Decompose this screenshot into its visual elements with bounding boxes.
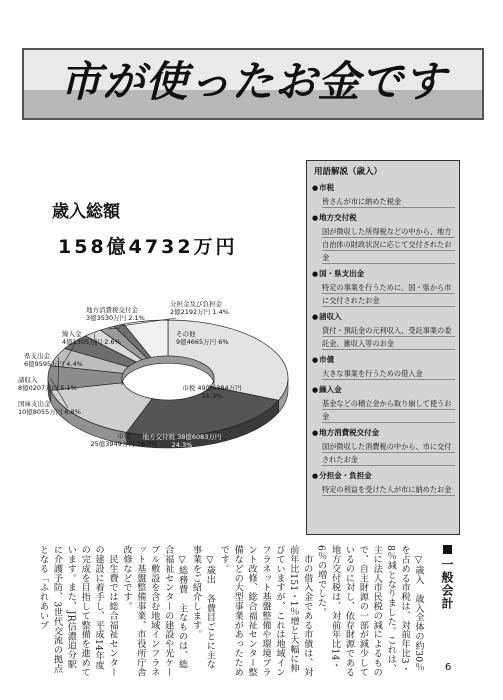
slice-label-value: 6億9595万円 4.4% — [24, 360, 83, 368]
body-paragraph: 市の借入金である市債は、対前年比151・1％増と大幅に伸びていますが、これは地域インフラネット基盤整備や環境プラント改修、総合福祉センター整備などの大型事業があったためです。 — [218, 545, 313, 677]
glossary-term — [312, 268, 455, 280]
glossary-term — [312, 470, 455, 482]
glossary-term — [312, 354, 455, 366]
slice-label-name: 国庫支出金 — [18, 400, 51, 408]
bullet-icon: ● — [312, 270, 319, 278]
slice-label-name: その他 — [176, 330, 196, 338]
slice-label — [18, 400, 81, 416]
glossary-term — [312, 384, 455, 396]
slice-label — [90, 432, 157, 448]
glossary-term-label: 国・県支出金 — [319, 269, 365, 278]
revenue-amount: 158億4732万円 — [58, 236, 238, 258]
slice-label-value: 9億4665万円 6% — [176, 338, 229, 346]
glossary-heading: 用語解説（歳入） — [314, 167, 383, 177]
glossary-term-label: 繰入金 — [319, 385, 342, 394]
slice-label-name: 地方消費税交付金 — [86, 306, 138, 314]
glossary-definition: 基金などの積立金から取り崩して使うお金 — [322, 397, 455, 423]
slice-label-name: 地方交付税 38億6083万円 — [142, 433, 222, 441]
slice-label-value: 24.3% — [171, 441, 193, 449]
glossary-term-label: 分担金・負担金 — [319, 471, 372, 480]
revenue-label: 歳入総額 — [52, 202, 120, 222]
body-text — [36, 545, 425, 677]
glossary-term-label: 地方交付税 — [319, 213, 357, 222]
title-banner — [22, 48, 484, 120]
bullet-icon: ● — [312, 214, 319, 222]
square-bullet-icon — [443, 545, 452, 554]
slice-label-value: 8億0207万円 5.1% — [18, 384, 77, 392]
slice-label — [62, 330, 121, 346]
glossary-definition: 国が徴収した消費税の中から、市に交付されたお金 — [322, 440, 455, 466]
glossary-term — [312, 311, 455, 323]
slice-label-value: 10億8055万円 6.8% — [18, 408, 81, 416]
bullet-icon: ● — [312, 386, 319, 394]
glossary-term — [312, 182, 455, 194]
bullet-icon: ● — [312, 313, 319, 321]
slice-label — [176, 330, 229, 346]
bullet-icon: ● — [312, 472, 319, 480]
slice-label-name: 市税 49億6384万円 — [182, 384, 242, 392]
glossary-definition: 特定の事業を行うために、国・県から市に交付されたお金 — [322, 281, 455, 307]
glossary-list — [312, 182, 455, 496]
slice-label-name: 分担金及び負担金 — [170, 300, 222, 308]
slice-label-value: 31.3% — [201, 392, 223, 400]
slice-label — [86, 306, 145, 322]
body-paragraph: ▽総務費 主なものは、総合福祉センターの建設や光ケーブル敷設を含む地域インフラネット基盤整備事業、市役所庁舎改修などです。 — [120, 545, 188, 677]
slice-label — [170, 300, 229, 316]
bullet-icon: ● — [312, 429, 319, 437]
glossary-definition: 皆さんが市に納めた税金 — [322, 195, 455, 208]
slice-label — [18, 376, 77, 392]
glossary-term-label: 市債 — [319, 355, 335, 364]
slice-label-value: 4億1305万円 2.6% — [62, 338, 121, 346]
glossary-panel — [306, 160, 460, 535]
body-paragraph: 民生費では総合福祉センターの建設に着手し、平成14年度の完成を目指して整備を進めています。また、JR信濃追分駅に介護予防、3世代交流の拠点となる「ふれあいプ — [37, 545, 119, 677]
bullet-icon: ● — [312, 356, 319, 364]
bullet-icon: ● — [312, 184, 319, 192]
glossary-term — [312, 427, 455, 439]
page-title: 市が使ったお金です — [59, 57, 447, 106]
page-number: 6 — [445, 662, 452, 673]
glossary-term-label: 市税 — [319, 183, 335, 192]
section-heading — [428, 545, 456, 610]
slice-label-value: 25億3949万円 16.0% — [90, 440, 158, 448]
slice-label-name: 市債 — [117, 432, 131, 440]
slice-label — [182, 384, 241, 400]
glossary-term-label: 地方消費税交付金 — [319, 428, 380, 437]
slice-label-value: 2億2192万円 1.4% — [170, 308, 229, 316]
glossary-definition: 貸付・預託金の元利収入、受託事業の委託金、雑収入等のお金 — [322, 324, 455, 350]
body-paragraph: ▽歳出 各費目ごとに主な事業をご紹介します。 — [190, 545, 216, 669]
glossary-definition: 国が徴収した所得税などの中から、地方自治体の財政状況に応じて交付されたお金 — [322, 225, 455, 264]
slice-label-name: 繰入金 — [62, 330, 82, 338]
slice-label — [24, 352, 83, 368]
body-paragraph: ▽歳入 歳入全体の約30％を占める市税は、対前年比3・8％減となりました。これは、主に法人市民税の減によるもので、自主財源の一部が減少しているのに対し、依存財源である地方交付税は、対前年比14・6％の増でした。 — [315, 545, 424, 677]
slice-label-name: 県支出金 — [24, 352, 50, 360]
glossary-definition: 大きな事業を行うための借入金 — [322, 367, 455, 380]
glossary-term — [312, 212, 455, 224]
glossary-definition: 特定の利益を受けた人が市に納めたお金 — [322, 483, 455, 496]
slice-label-value: 3億3530万円 2.1% — [86, 314, 145, 322]
revenue-donut-chart — [0, 290, 300, 480]
glossary-term-label: 諸収入 — [319, 312, 342, 321]
section-title: 一般会計 — [440, 558, 454, 610]
slice-label-name: 諸収入 — [18, 376, 38, 384]
